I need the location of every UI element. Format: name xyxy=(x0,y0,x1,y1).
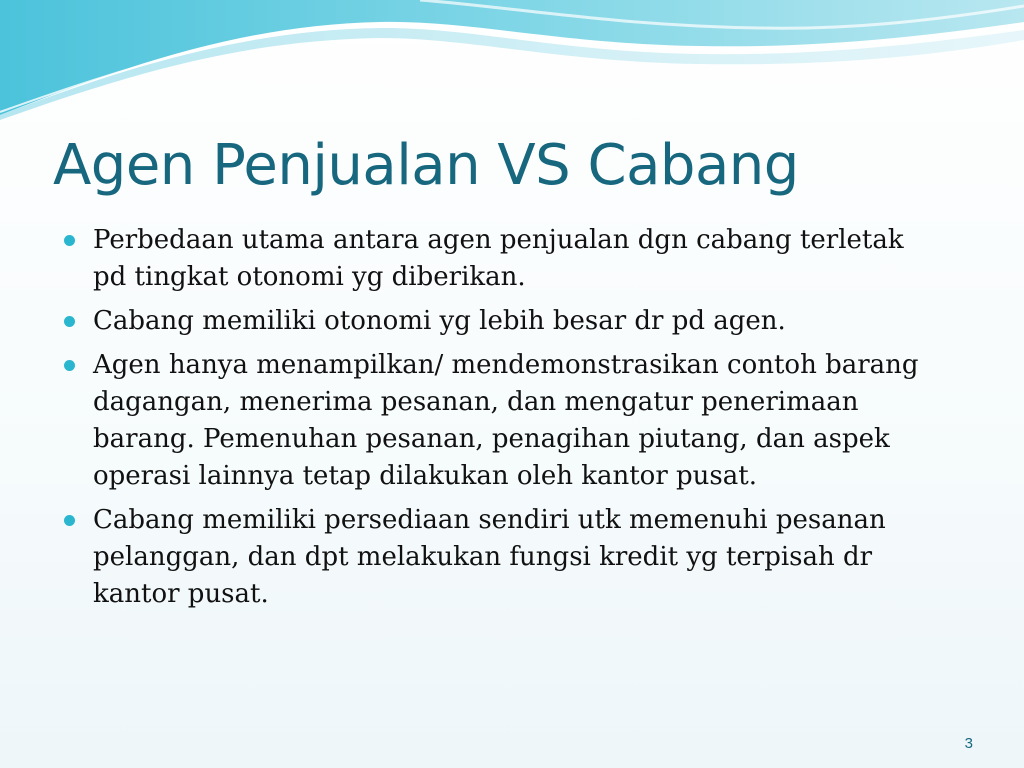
bullet-item xyxy=(64,303,944,340)
bullet-dot-icon xyxy=(64,235,75,246)
bullet-dot-icon xyxy=(64,515,75,526)
bullet-text: Cabang memiliki otonomi yg lebih besar dr pd agen. xyxy=(93,306,786,336)
bullet-dot-icon xyxy=(64,360,75,371)
bullet-list xyxy=(64,222,944,620)
bullet-item xyxy=(64,502,944,613)
page-number: 3 xyxy=(964,735,973,752)
bullet-text: Perbedaan utama antara agen penjualan dgn cabang terletak pd tingkat otonomi yg diberikan. xyxy=(93,225,904,292)
bullet-item xyxy=(64,347,944,495)
header-wave-decoration xyxy=(0,0,1024,120)
bullet-dot-icon xyxy=(64,316,75,327)
bullet-item xyxy=(64,222,944,296)
bullet-text: Agen hanya menampilkan/ mendemonstrasikan contoh barang dagangan, menerima pesanan, dan mengatur penerimaan barang. Pemenuhan pesanan, penagihan piutang, dan aspek operasi lainnya tetap dilakukan oleh kantor pusat. xyxy=(93,350,919,491)
slide-title: Agen Penjualan VS Cabang xyxy=(53,133,799,198)
bullet-text: Cabang memiliki persediaan sendiri utk memenuhi pesanan pelanggan, dan dpt melakukan fungsi kredit yg terpisah dr kantor pusat. xyxy=(93,505,886,609)
